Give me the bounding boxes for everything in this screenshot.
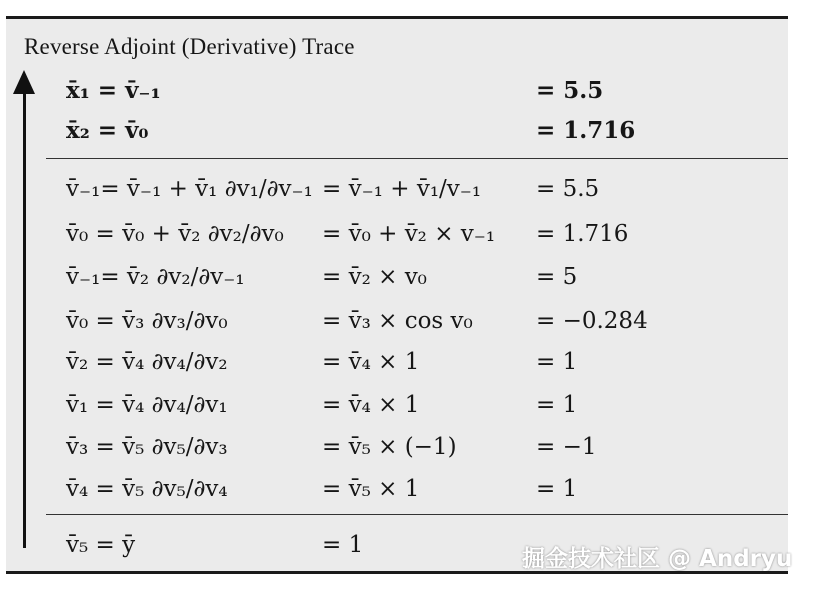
trace-row-4-result: = −0.284 <box>536 308 648 334</box>
trace-row-2-result: = 1.716 <box>536 221 629 247</box>
output-2-lhs: x̄₂ = v̄₀ <box>66 117 149 144</box>
trace-row-6-mid: = v̄₄ × 1 <box>322 392 420 418</box>
trace-row-3-mid: = v̄₂ × v₀ <box>322 264 427 290</box>
trace-row-5-result: = 1 <box>536 349 578 375</box>
trace-row-3-lhs: v̄₋₁= v̄₂ ∂v₂/∂v₋₁ <box>66 264 245 290</box>
trace-row-4-mid: = v̄₃ × cos v₀ <box>322 308 473 334</box>
trace-row-1-result: = 5.5 <box>536 176 600 202</box>
trace-row-3-result: = 5 <box>536 264 578 290</box>
trace-row-7-mid: = v̄₅ × (−1) <box>322 434 457 460</box>
trace-row-1-lhs: v̄₋₁= v̄₋₁ + v̄₁ ∂v₁/∂v₋₁ <box>66 176 313 202</box>
output-1-result: = 5.5 <box>536 77 604 104</box>
output-2-result: = 1.716 <box>536 117 636 144</box>
trace-row-5-lhs: v̄₂ = v̄₄ ∂v₄/∂v₂ <box>66 349 228 375</box>
top-rule <box>6 16 788 19</box>
output-1-lhs: x̄₁ = v̄₋₁ <box>66 77 161 104</box>
table-title: Reverse Adjoint (Derivative) Trace <box>24 34 355 59</box>
seed-value: = 1 <box>322 532 364 558</box>
trace-row-2-mid: = v̄₀ + v̄₂ × v₋₁ <box>322 221 496 247</box>
trace-row-1-mid: = v̄₋₁ + v̄₁/v₋₁ <box>322 176 482 202</box>
trace-row-8-mid: = v̄₅ × 1 <box>322 476 420 502</box>
seed-divider <box>46 514 788 515</box>
section-divider <box>46 158 788 159</box>
trace-row-4-lhs: v̄₀ = v̄₃ ∂v₃/∂v₀ <box>66 308 228 334</box>
trace-row-6-result: = 1 <box>536 392 578 418</box>
trace-row-8-lhs: v̄₄ = v̄₅ ∂v₅/∂v₄ <box>66 476 228 502</box>
trace-row-5-mid: = v̄₄ × 1 <box>322 349 420 375</box>
adjoint-trace-table <box>6 16 788 574</box>
seed-lhs: v̄₅ = ȳ <box>66 532 136 558</box>
trace-row-6-lhs: v̄₁ = v̄₄ ∂v₄/∂v₁ <box>66 392 228 418</box>
watermark: 掘金技术社区 @ Andryu <box>522 546 793 572</box>
trace-row-2-lhs: v̄₀ = v̄₀ + v̄₂ ∂v₂/∂v₀ <box>66 221 284 247</box>
arrow-shaft <box>23 90 26 548</box>
trace-row-8-result: = 1 <box>536 476 578 502</box>
trace-row-7-lhs: v̄₃ = v̄₅ ∂v₅/∂v₃ <box>66 434 228 460</box>
trace-row-7-result: = −1 <box>536 434 597 460</box>
